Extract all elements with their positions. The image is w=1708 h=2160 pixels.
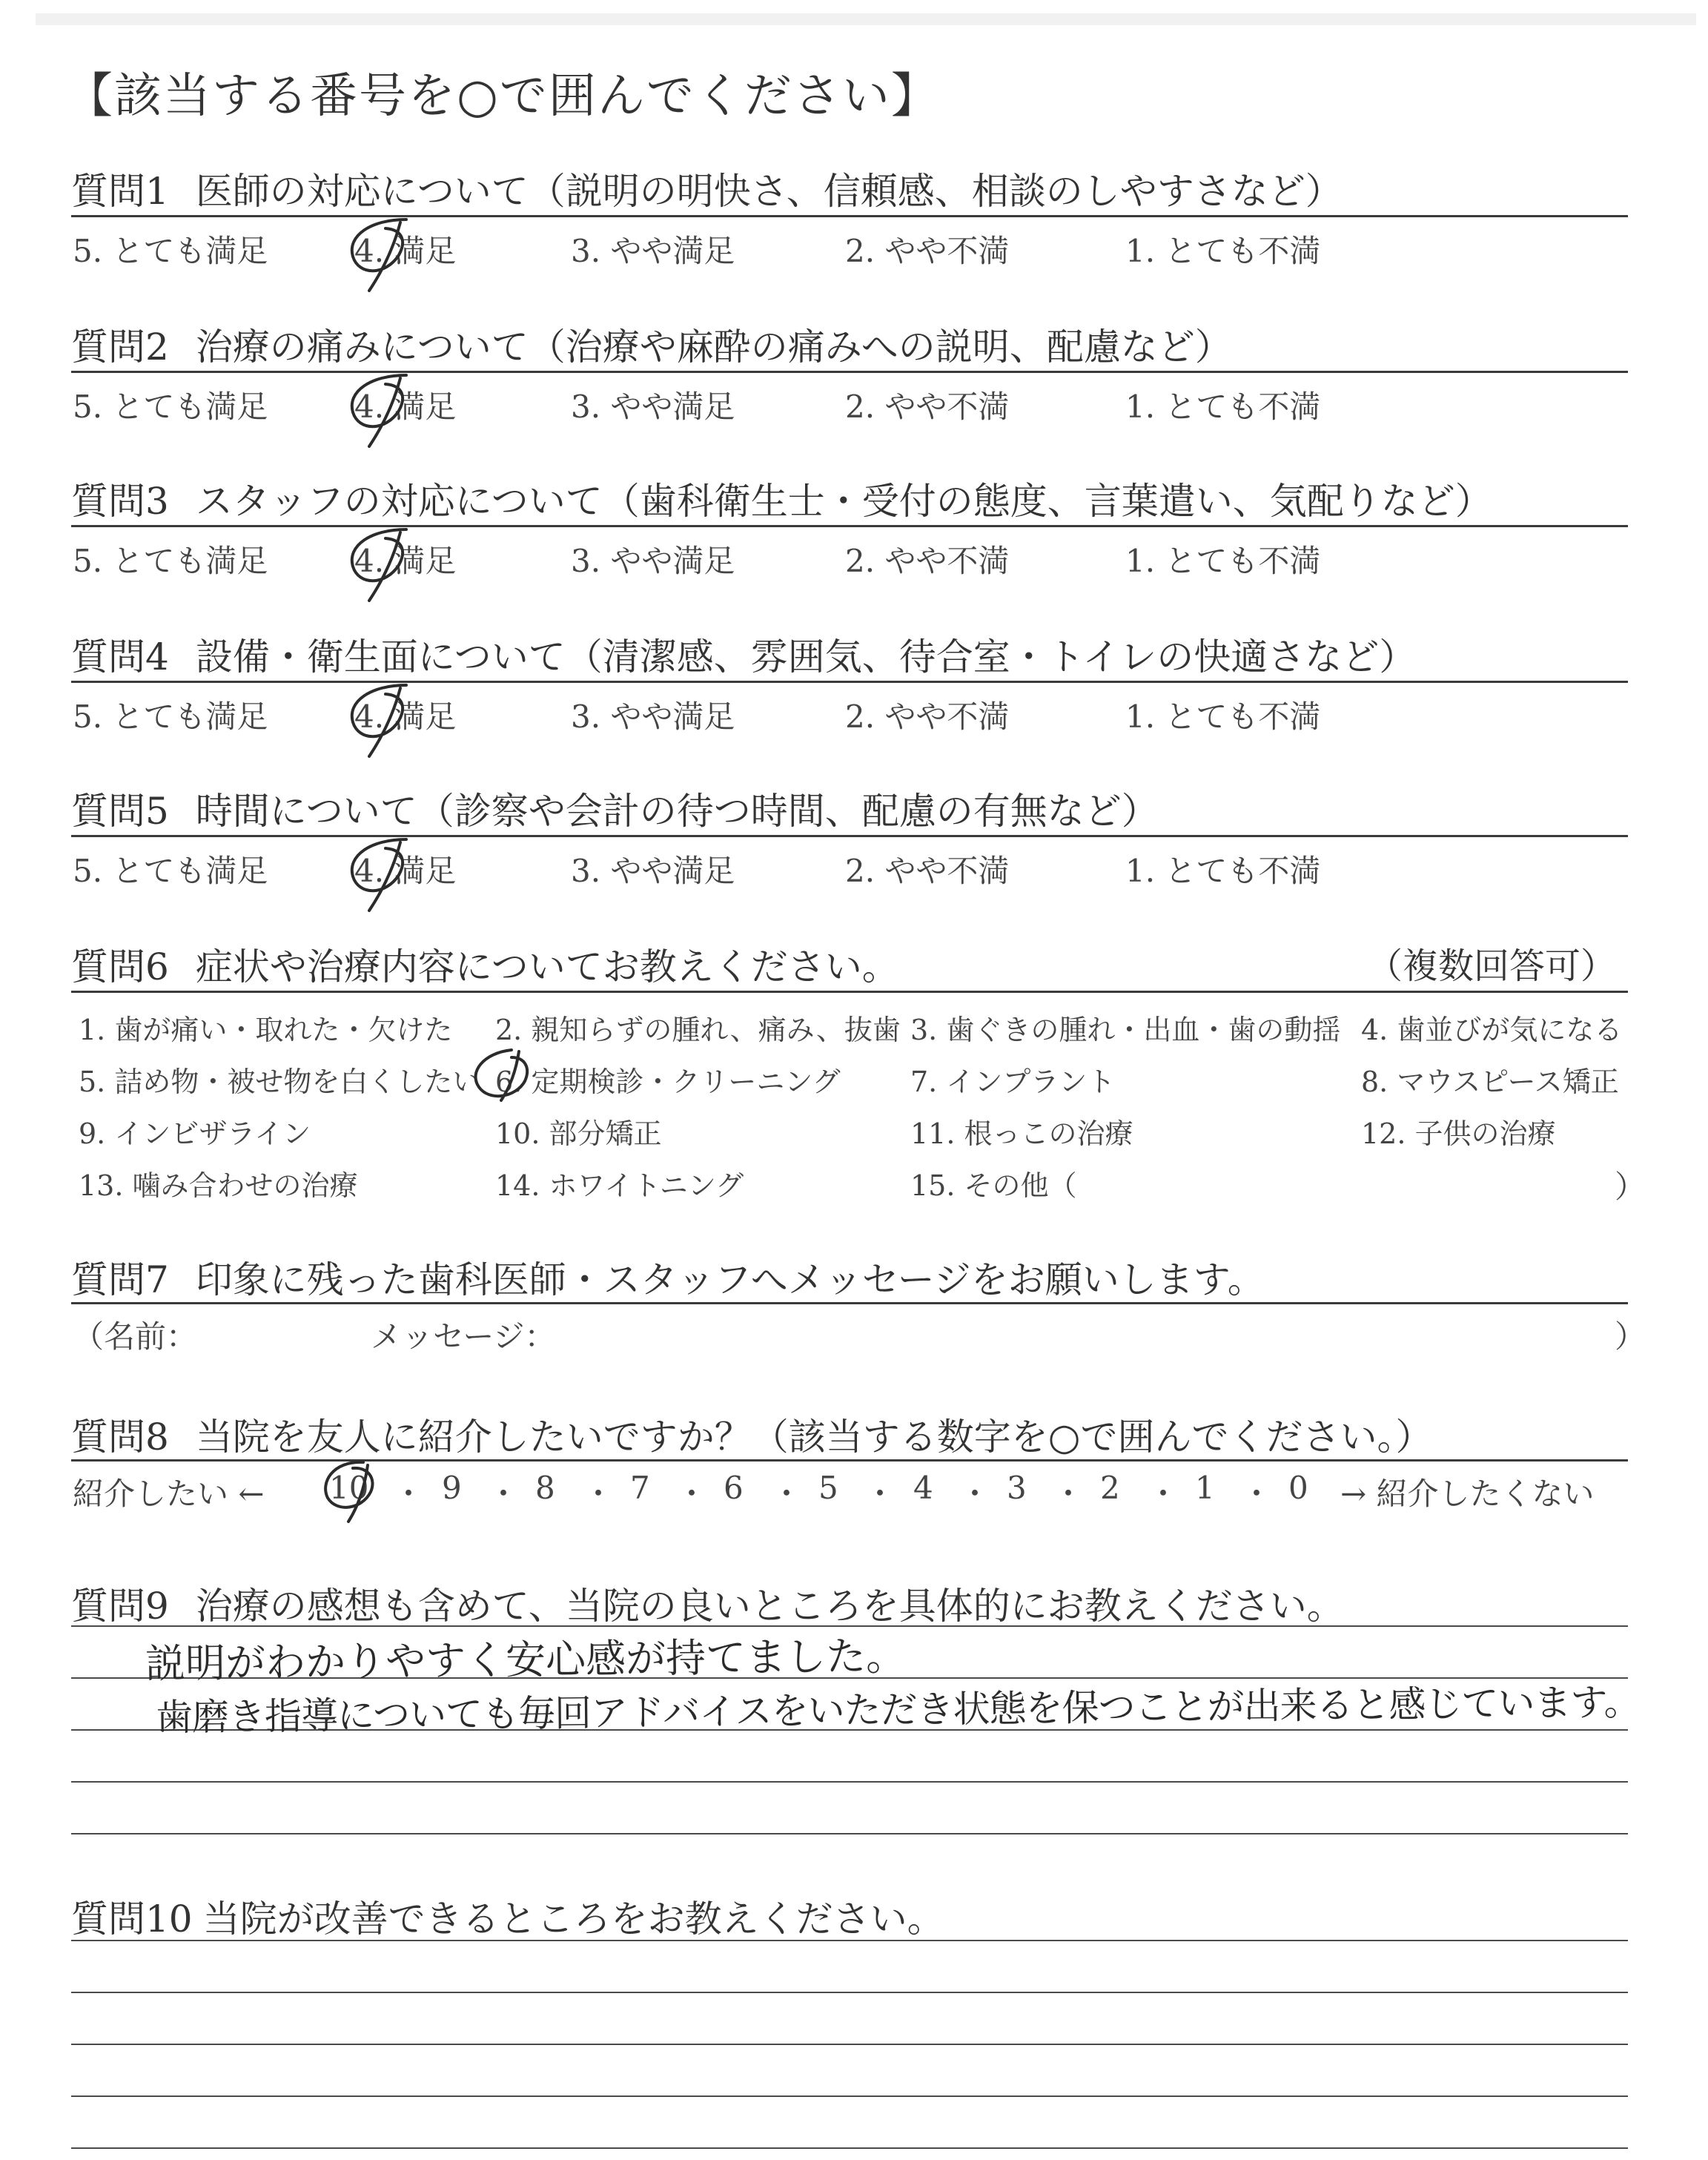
question-text: 医師の対応について（説明の明快さ、信頼感、相談のしやすさなど）: [195, 170, 1343, 213]
symptom-option-1[interactable]: 1. 歯が痛い・取れた・欠けた: [79, 1014, 453, 1046]
option-2[interactable]: 2. やや不満: [845, 698, 1010, 735]
option-5[interactable]: 5. とても満足: [73, 853, 268, 889]
scale-separator-dot: ・: [676, 1476, 708, 1512]
question-number: 質問5: [71, 790, 169, 833]
question-number: 質問3: [71, 480, 169, 523]
question-text: 当院が改善できるところをお教えください。: [202, 1898, 944, 1941]
other-close-paren: ）: [1615, 1169, 1646, 1205]
scale-separator-dot: ・: [959, 1476, 991, 1512]
scale-separator-dot: ・: [583, 1476, 615, 1512]
scale-1[interactable]: 1: [1195, 1470, 1215, 1506]
option-4[interactable]: 4. 満足: [354, 233, 457, 269]
symptom-option-10[interactable]: 10. 部分矯正: [495, 1117, 662, 1150]
selection-mark-q1: [352, 219, 406, 291]
question-number: 質問2: [71, 326, 169, 369]
option-5[interactable]: 5. とても満足: [73, 389, 268, 425]
question-number: 質問8: [71, 1416, 169, 1459]
scale-separator-dot: ・: [1053, 1476, 1085, 1512]
question-text: 当院を友人に紹介したいですか？（該当する数字を○で囲んでください。）: [195, 1416, 1433, 1459]
scale-7[interactable]: 7: [630, 1470, 650, 1506]
message-close-paren: ）: [1615, 1318, 1646, 1355]
scale-separator-dot: ・: [771, 1476, 803, 1512]
scale-2[interactable]: 2: [1100, 1470, 1120, 1506]
option-4[interactable]: 4. 満足: [354, 853, 457, 889]
scale-0[interactable]: 0: [1288, 1470, 1308, 1506]
question-number: 質問4: [71, 635, 169, 678]
option-5[interactable]: 5. とても満足: [73, 543, 268, 579]
option-5[interactable]: 5. とても満足: [73, 698, 268, 735]
option-2[interactable]: 2. やや不満: [845, 543, 1010, 579]
symptom-option-14[interactable]: 14. ホワイトニング: [495, 1169, 744, 1202]
symptom-option-4[interactable]: 4. 歯並びが気になる: [1361, 1014, 1623, 1046]
selection-mark-q4: [352, 685, 406, 756]
scale-5[interactable]: 5: [818, 1470, 838, 1506]
option-3[interactable]: 3. やや満足: [571, 543, 735, 579]
scale-separator-dot: ・: [393, 1476, 425, 1512]
question-number: 質問6: [71, 945, 169, 988]
form-header: 【該当する番号を○で囲んでください】: [65, 69, 940, 124]
option-4[interactable]: 4. 満足: [354, 389, 457, 425]
symptom-option-7[interactable]: 7. インプラント: [910, 1066, 1116, 1098]
scale-separator-dot: ・: [1148, 1476, 1179, 1512]
option-1[interactable]: 1. とても不満: [1125, 698, 1321, 735]
recommend-right-label: → 紹介したくない: [1340, 1476, 1595, 1512]
symptom-option-12[interactable]: 12. 子供の治療: [1361, 1117, 1556, 1150]
selection-mark-q8: [325, 1462, 372, 1522]
question-text: 治療の感想も含めて、当院の良いところを具体的にお教えください。: [195, 1585, 1344, 1628]
symptom-option-9[interactable]: 9. インビザライン: [79, 1117, 311, 1150]
scale-9[interactable]: 9: [442, 1470, 462, 1506]
option-4[interactable]: 4. 満足: [354, 543, 457, 579]
handwritten-answer-line-1: 説明がわかりやすく安心感が持てました。: [145, 1632, 907, 1688]
scale-separator-dot: ・: [1241, 1476, 1273, 1512]
question-number: 質問7: [71, 1258, 169, 1301]
scale-separator-dot: ・: [864, 1476, 896, 1512]
option-1[interactable]: 1. とても不満: [1125, 389, 1321, 425]
symptom-option-2[interactable]: 2. 親知らずの腫れ、痛み、抜歯: [495, 1014, 901, 1046]
symptom-option-11[interactable]: 11. 根っこの治療: [910, 1117, 1133, 1150]
question-text: 症状や治療内容についてお教えください。: [195, 945, 899, 988]
scale-8[interactable]: 8: [535, 1470, 555, 1506]
symptom-option-5[interactable]: 5. 詰め物・被せ物を白くしたい: [79, 1066, 481, 1098]
selection-mark-q5: [352, 839, 406, 911]
symptom-option-13[interactable]: 13. 噛み合わせの治療: [79, 1169, 358, 1202]
option-2[interactable]: 2. やや不満: [845, 389, 1010, 425]
scale-separator-dot: ・: [488, 1476, 520, 1512]
selection-mark-q6: [476, 1050, 528, 1100]
symptom-option-15[interactable]: 15. その他（: [910, 1169, 1077, 1202]
scale-10[interactable]: 10: [329, 1470, 369, 1506]
option-1[interactable]: 1. とても不満: [1125, 543, 1321, 579]
recommend-left-label: 紹介したい ←: [73, 1476, 265, 1512]
question-text: 時間について（診察や会計の待つ時間、配慮の有無など）: [195, 790, 1159, 833]
option-2[interactable]: 2. やや不満: [845, 233, 1010, 269]
scale-4[interactable]: 4: [913, 1470, 933, 1506]
scale-6[interactable]: 6: [724, 1470, 744, 1506]
option-3[interactable]: 3. やや満足: [571, 698, 735, 735]
question-number: 質問1: [71, 170, 169, 213]
option-3[interactable]: 3. やや満足: [571, 853, 735, 889]
handwritten-answer-line-2: 歯磨き指導についても毎回アドバイスをいただき状態を保つことが出来ると感じています。: [155, 1680, 1641, 1740]
symptom-option-6[interactable]: 6. 定期検診・クリーニング: [495, 1066, 841, 1098]
multiple-answer-note: （複数回答可）: [1367, 945, 1617, 987]
question-text: 治療の痛みについて（治療や麻酔の痛みへの説明、配慮など）: [195, 326, 1232, 369]
option-1[interactable]: 1. とても不満: [1125, 853, 1321, 889]
question-text: 印象に残った歯科医師・スタッフへメッセージをお願いします。: [195, 1258, 1265, 1301]
question-text: スタッフの対応について（歯科衛生士・受付の態度、言葉遣い、気配りなど）: [195, 480, 1492, 523]
question-number: 質問10: [71, 1898, 193, 1941]
symptom-option-8[interactable]: 8. マウスピース矯正: [1361, 1066, 1619, 1098]
name-field-label[interactable]: （名前：: [73, 1318, 198, 1355]
option-1[interactable]: 1. とても不満: [1125, 233, 1321, 269]
symptom-option-3[interactable]: 3. 歯ぐきの腫れ・出血・歯の動揺: [910, 1014, 1341, 1046]
selection-mark-q2: [352, 375, 406, 446]
scale-3[interactable]: 3: [1007, 1470, 1027, 1506]
option-4[interactable]: 4. 満足: [354, 698, 457, 735]
question-text: 設備・衛生面について（清潔感、雰囲気、待合室・トイレの快適さなど）: [195, 635, 1417, 678]
option-5[interactable]: 5. とても満足: [73, 233, 268, 269]
option-3[interactable]: 3. やや満足: [571, 233, 735, 269]
selection-mark-q3: [352, 529, 406, 601]
message-field-label[interactable]: メッセージ：: [371, 1318, 556, 1355]
option-2[interactable]: 2. やや不満: [845, 853, 1010, 889]
option-3[interactable]: 3. やや満足: [571, 389, 735, 425]
question-number: 質問9: [71, 1585, 169, 1628]
